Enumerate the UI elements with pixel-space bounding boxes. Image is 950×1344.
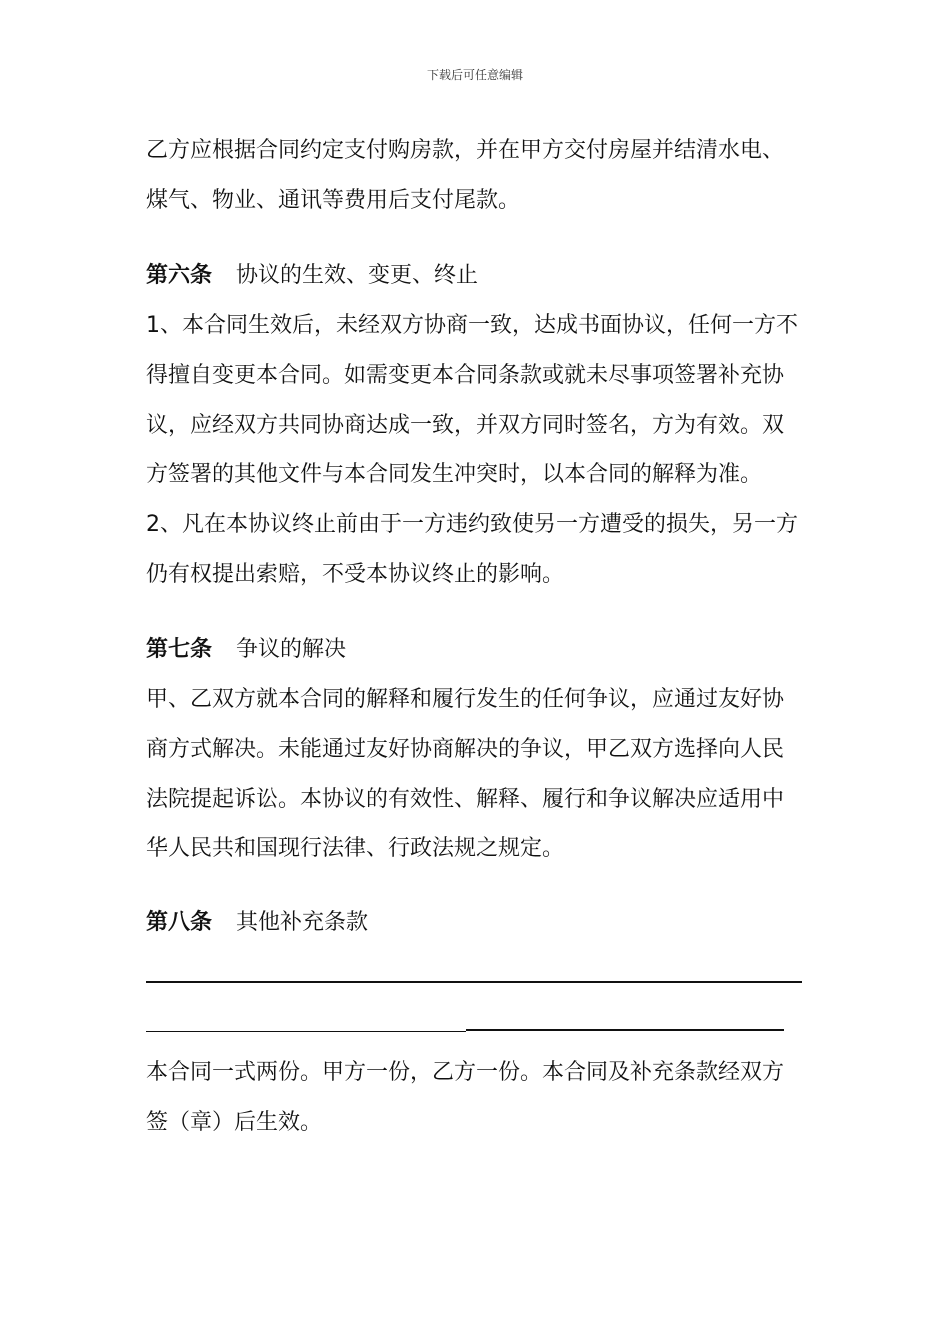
article6-title: 协议的生效、变更、终止 xyxy=(236,263,479,288)
closing-line: 签（章）后生效。 xyxy=(146,1110,323,1135)
article8-number: 第八条 xyxy=(146,910,213,935)
header-note: 下载后可任意编辑 xyxy=(426,68,523,82)
article7-number: 第七条 xyxy=(146,637,213,662)
article6-line: 得擅自变更本合同。如需变更本合同条款或就未尽事项签署补充协 xyxy=(146,363,785,388)
article7-line: 法院提起诉讼。本协议的有效性、解释、履行和争议解决应适用中 xyxy=(146,787,785,812)
intro-line: 煤气、物业、通讯等费用后支付尾款。 xyxy=(146,188,521,213)
blank-fill-line xyxy=(146,981,802,983)
article7-heading xyxy=(146,635,346,665)
article8-heading xyxy=(146,908,368,938)
article6-line: 方签署的其他文件与本合同发生冲突时，以本合同的解释为准。 xyxy=(146,462,763,487)
intro-line: 乙方应根据合同约定支付购房款，并在甲方交付房屋并结清水电、 xyxy=(146,138,785,163)
article7-line: 甲、乙双方就本合同的解释和履行发生的任何争议，应通过友好协 xyxy=(146,687,785,712)
blank-fill-line xyxy=(146,1031,466,1032)
article6-line: 仍有权提出索赔，不受本协议终止的影响。 xyxy=(146,562,565,587)
article6-line: 2、凡在本协议终止前由于一方违约致使另一方遭受的损失，另一方 xyxy=(146,512,798,537)
article7-line: 华人民共和国现行法律、行政法规之规定。 xyxy=(146,836,565,861)
article7-title: 争议的解决 xyxy=(236,637,347,662)
article7-line: 商方式解决。未能通过友好协商解决的争议，甲乙双方选择向人民 xyxy=(146,737,785,762)
article6-line: 议，应经双方共同协商达成一致，并双方同时签名，方为有效。双 xyxy=(146,413,785,438)
article8-title: 其他补充条款 xyxy=(236,910,369,935)
blank-fill-line xyxy=(466,1029,784,1031)
article6-number: 第六条 xyxy=(146,263,213,288)
article6-line: 1、本合同生效后，未经双方协商一致，达成书面协议，任何一方不 xyxy=(146,313,798,338)
closing-line: 本合同一式两份。甲方一份，乙方一份。本合同及补充条款经双方 xyxy=(146,1060,785,1085)
article6-heading xyxy=(146,261,478,291)
